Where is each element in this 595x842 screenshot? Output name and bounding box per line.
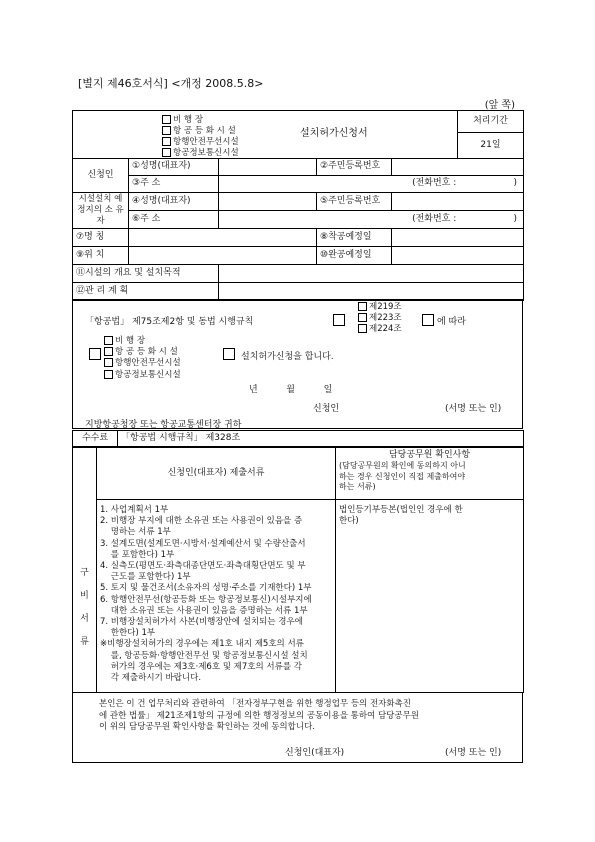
consent-box <box>72 693 523 763</box>
checkbox[interactable] <box>358 324 367 333</box>
officer-item: 한다) <box>339 516 359 527</box>
documents-side-label: 구 비 서 류 <box>73 448 97 693</box>
facility-checkbox-left[interactable] <box>89 348 101 360</box>
list-item: 를 포함한다) 1부 <box>100 549 175 560</box>
owner-address-field[interactable] <box>219 211 524 229</box>
applicant-regno-field[interactable] <box>392 159 524 176</box>
owner-name-label: ④성명(대표자) <box>129 193 219 211</box>
facility-checklist: 비 행 장 항 공 등 화 시 설 항행안전무선시설 항공정보통신시설 <box>162 115 239 159</box>
clause-checkbox-left[interactable] <box>333 314 345 326</box>
list-item: 근도를 포함한다) 1부 <box>100 572 191 583</box>
location-field[interactable] <box>129 247 317 265</box>
applicant-docs-list <box>97 500 336 693</box>
title-cell <box>73 111 458 159</box>
applicant-regno-label: ②주민등록번호 <box>317 159 392 176</box>
applicant-address-field[interactable] <box>219 176 524 193</box>
list-item: 2. 비행장 부지에 대한 소유권 또는 사용권이 있음을 증 <box>100 516 303 527</box>
end-date-label: ⑩완공예정일 <box>317 247 392 265</box>
list-item: 3. 설계도면(설계도면·시방서·설계예산서 및 수량산출서 <box>100 538 306 549</box>
consent-signer: 신청인(대표자) <box>285 748 345 758</box>
owner-section: 시설설치 예정지의 소 유 자 <box>73 193 129 229</box>
statement-sign: (서명 또는 인) <box>445 404 502 414</box>
applicant-docs-header: 신청인(대표자) 제출서류 <box>97 448 336 500</box>
checkbox[interactable] <box>162 148 171 157</box>
applicant-name-field[interactable] <box>219 159 317 176</box>
list-item: 5. 토지 및 물건조서(소유자의 성명·주소를 기재한다) 1부 <box>100 583 312 594</box>
facility-checkbox-right[interactable] <box>223 348 235 360</box>
info-table <box>72 158 524 301</box>
checkbox[interactable] <box>358 313 367 322</box>
name-label: ⑦명 칭 <box>73 229 129 247</box>
list-item: ※비행장설치허가의 경우에는 제1호 내지 제5호의 서류 <box>100 639 304 650</box>
applicant-section: 신청인 <box>73 159 129 193</box>
title-table <box>72 110 524 159</box>
start-date-label: ⑧착공예정일 <box>317 229 392 247</box>
consent-sign: (서명 또는 인) <box>445 748 502 758</box>
checkbox[interactable] <box>104 347 113 356</box>
officer-header: 담당공무원 확인사항 <box>388 450 471 460</box>
list-item: 를, 항공등화·항행안전무선 및 항공정보통신시설 설치 <box>100 650 308 661</box>
management-field[interactable] <box>219 283 524 301</box>
request-text: 설치허가신청을 합니다. <box>241 352 334 362</box>
applicant-address-label: ③주 소 <box>129 176 219 193</box>
overview-label: ⑪시설의 개요 및 설치목적 <box>73 265 219 283</box>
list-item: 1. 사업계획서 1부 <box>100 505 169 515</box>
applicant-name-label: ①성명(대표자) <box>129 159 219 176</box>
form-number: [별지 제46호서식] <개정 2008.5.8> <box>78 77 264 90</box>
list-item: 4. 실측도(평면도·좌측대종단면도·좌측대횡단면도 및 부 <box>100 561 306 572</box>
fee-value: 「항공법 시행규칙」 제328조 <box>118 431 524 447</box>
checkbox[interactable] <box>162 115 171 124</box>
consent-text: 본인은 이 건 업무처리와 관련하여 「전자정부구현을 위한 행정업무 등의 전자화촉진 에 관한 법률」 제21조제1항의 규정에 의한 행정정보의 공동이용을 통하여 담당공무원 이 위의 담당공무원 확인사항을 확인하는 것에 동의합니다. <box>99 699 420 732</box>
location-label: ⑨위 치 <box>73 247 129 265</box>
officer-item: 법인등기부등본(법인인 경우에 한 <box>339 505 463 515</box>
officer-note: (담당공무원의 확인에 동의하지 아니 하는 경우 신청인이 직접 제출하여야 하는 서류) <box>339 461 466 492</box>
list-item: 대한 소유권 또는 사용권이 있음을 증명하는 서류 1부 <box>100 605 308 616</box>
period-value: 21일 <box>458 133 524 159</box>
management-label: ⑫관 리 계 획 <box>73 283 219 301</box>
checkbox[interactable] <box>358 302 367 311</box>
owner-address-label: ⑥주 소 <box>129 211 219 229</box>
fee-table <box>72 430 524 447</box>
end-date-field[interactable] <box>392 247 524 265</box>
law-text: 「항공법」 제75조제2항 및 동법 시행규칙 <box>85 317 254 327</box>
checkbox[interactable] <box>104 336 113 345</box>
statement-box <box>72 299 523 429</box>
statement-facility-list: 비 행 장 항 공 등 화 시 설 항행안전무선시설 항공정보통신시설 <box>104 336 181 381</box>
list-item: 명하는 서류 1부 <box>100 527 171 538</box>
statement-applicant: 신청인 <box>313 404 340 414</box>
period-label: 처리기간 <box>458 111 524 133</box>
clause-checkbox-right[interactable] <box>422 314 434 326</box>
start-date-field[interactable] <box>392 229 524 247</box>
applicant-phone: (전화번호 : ) <box>412 178 517 189</box>
documents-table <box>72 447 524 693</box>
officer-header-cell <box>336 448 524 500</box>
owner-regno-label: ⑤주민등록번호 <box>317 193 392 211</box>
owner-name-field[interactable] <box>219 193 317 211</box>
list-item: 7. 비행장설치허가서 사본(비행장안에 설치되는 경우에 <box>100 617 303 628</box>
owner-phone: (전화번호 : ) <box>412 213 517 224</box>
officer-item-cell <box>336 500 524 693</box>
name-field[interactable] <box>129 229 317 247</box>
list-item: 한한다) 1부 <box>100 628 156 639</box>
checkbox[interactable] <box>162 137 171 146</box>
list-item: 6. 항행안전무선(항공등화 또는 항공정보통신)시설부지에 <box>100 594 312 605</box>
list-item: 허가의 경우에는 제3호·제6호 및 제7호의 서류를 각 <box>100 661 302 672</box>
owner-regno-field[interactable] <box>392 193 524 211</box>
fee-label: 수수료 <box>73 431 118 447</box>
checkbox[interactable] <box>104 358 113 367</box>
form-title: 설치허가신청서 <box>300 127 368 139</box>
date-line: 년 월 일 <box>249 385 333 395</box>
law-suffix: 에 따라 <box>437 317 466 327</box>
overview-field[interactable] <box>219 265 524 283</box>
page-side: (앞 쪽) <box>484 100 515 111</box>
addressee: 지방항공청장 또는 항공교통센터장 귀하 <box>85 420 242 430</box>
checkbox[interactable] <box>162 126 171 135</box>
list-item: 각 제출하시기 바랍니다. <box>100 673 202 684</box>
clause-list: 제219조 제223조 제224조 <box>358 302 402 336</box>
checkbox[interactable] <box>104 370 113 379</box>
